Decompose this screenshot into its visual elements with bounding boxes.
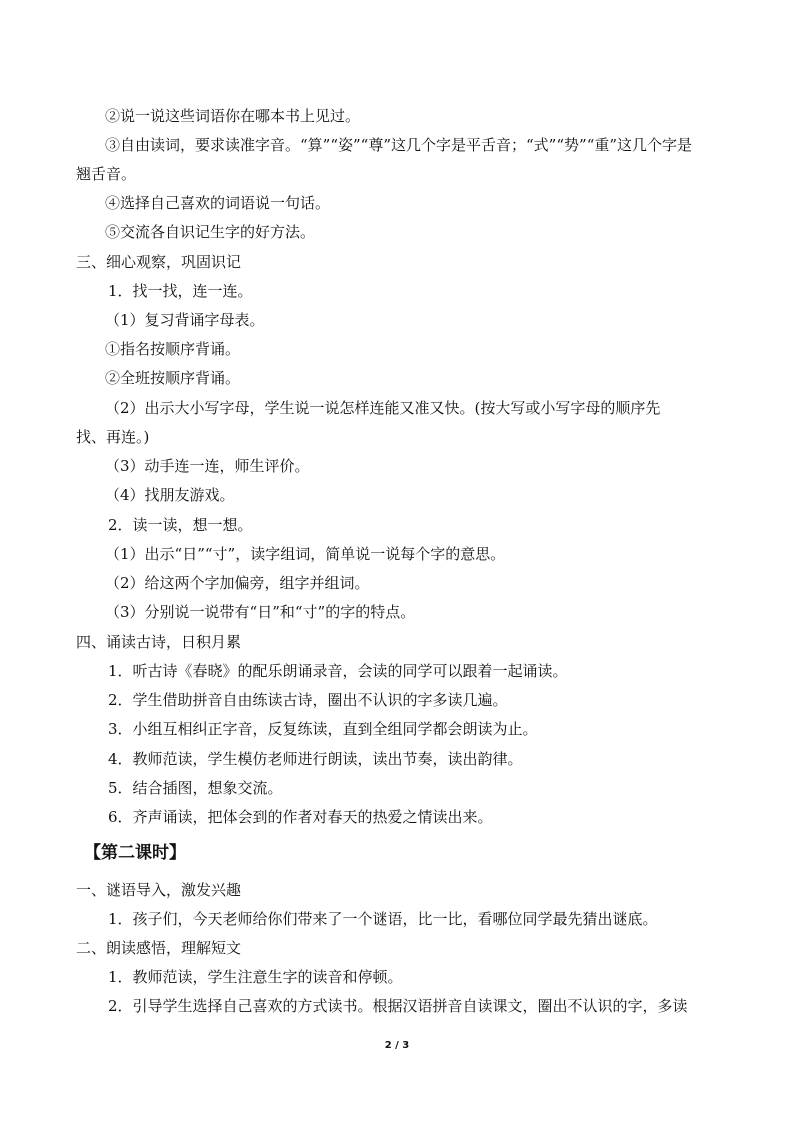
text-line: ①指名按顺序背诵。 [105,340,241,358]
text-line: 4．教师范读，学生模仿老师进行朗读，读出节奏，读出韵律。 [108,750,523,768]
text-line: （3）分别说一说带有“日”和“寸”的字的特点。 [105,603,416,621]
text-line: 1．找一找，连一连。 [108,282,253,300]
section-heading: 二、朗读感悟，理解短文 [76,939,242,957]
section-heading: 四、诵读古诗，日积月累 [76,633,242,651]
lesson-heading: 【第二课时】 [84,843,186,863]
page-number: 2 / 3 [384,1040,410,1051]
text-line: （1）复习背诵字母表。 [105,311,265,329]
text-line: ②说一说这些词语你在哪本书上见过。 [105,107,361,125]
text-line: 2．读一读，想一想。 [108,516,253,534]
text-line: ④选择自己喜欢的词语说一句话。 [105,194,331,212]
text-line: 找、再连。) [76,428,150,446]
text-line: （3）动手连一连，师生评价。 [105,457,310,475]
text-line: ⑤交流各自识记生字的好方法。 [105,223,316,241]
text-line: （4）找朋友游戏。 [105,486,235,504]
text-line: 5．结合插图，想象交流。 [108,779,283,797]
text-line: 1．教师范读，学生注意生字的读音和停顿。 [108,968,403,986]
text-line: 3．小组互相纠正字音，反复练读，直到全组同学都会朗读为止。 [108,720,538,738]
text-line: （1）出示“日”“寸”，读字组词，简单说一说每个字的意思。 [105,545,506,563]
text-line: ③自由读词，要求读准字音。“算”“姿”“尊”这几个字是平舌音；“式”“势”“重”这几个字是 [105,136,693,154]
text-line: 2．学生借助拼音自由练读古诗，圈出不认识的字多读几遍。 [108,691,508,709]
text-line: 2．引导学生选择自己喜欢的方式读书。根据汉语拼音自读课文，圈出不认识的字，多读 [108,997,688,1015]
text-line: （2）给这两个字加偏旁，组字并组词。 [105,574,370,592]
text-line: 1．听古诗《春晓》的配乐朗诵录音，会读的同学可以跟着一起诵读。 [108,662,568,680]
text-line: 翘舌音。 [76,165,137,183]
text-line: （2）出示大小写字母，学生说一说怎样连能又准又快。(按大写或小写字母的顺序先 [105,399,661,417]
text-line: 1．孩子们，今天老师给你们带来了一个谜语，比一比，看哪位同学最先猜出谜底。 [108,910,658,928]
section-heading: 三、细心观察，巩固识记 [76,253,242,271]
text-line: ②全班按顺序背诵。 [105,369,241,387]
section-heading: 一、谜语导入，激发兴趣 [76,881,242,899]
text-line: 6．齐声诵读，把体会到的作者对春天的热爱之情读出来。 [108,808,493,826]
